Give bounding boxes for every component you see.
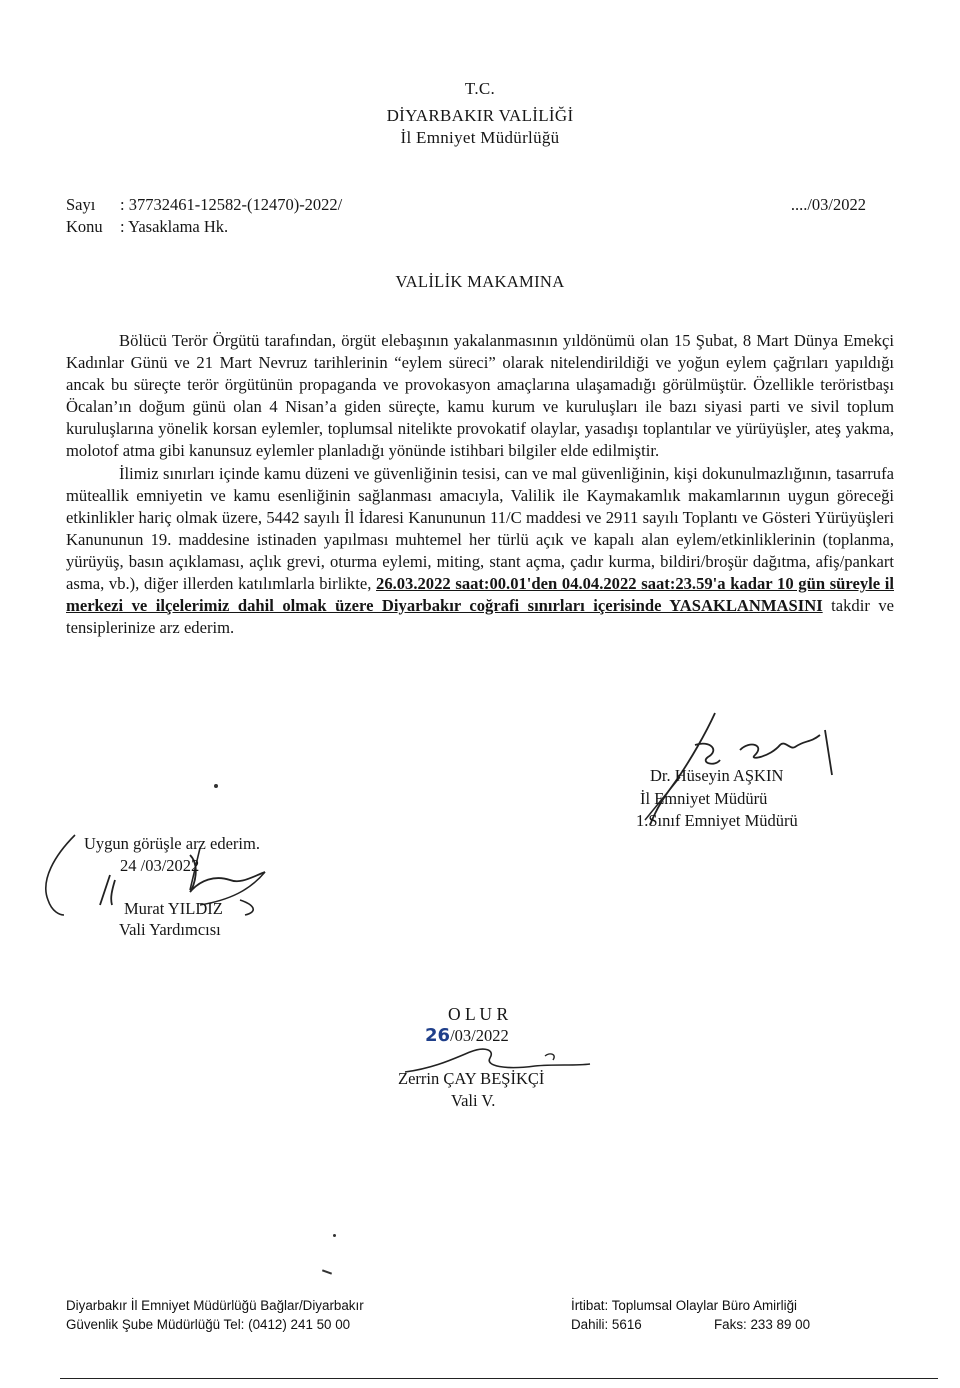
stray-mark [322,1269,332,1274]
approval-date-day: 26 [425,1025,451,1046]
signer-name-besikci: Zerrin ÇAY BEŞİKÇİ [398,1069,545,1088]
paragraph-1: Bölücü Terör Örgütü tarafından, örgüt elebaşının yakalanmasının yıldönümü olan 15 Şubat, 8 Mart Dünya Emekçi Kadınlar Günü ve 21 Mart Nevruz tarihlerinin “eylem süreci” olarak nitelendirildiği ve yoğun eylem çağrıları yapıldığı ancak bu süreçte terör örgütünün propaganda ve provokasyon amaçlarına ulaşamadığı görülmüştür. Özellikle teröristbaşı Öcalan’ın doğum günü olan 4 Nisan’a giden süreçte, kamu kurum ve kuruluşları ile bazı siyasi parti ve sivil toplum kuruluşlarına yönelik korsan eylemler, toplumsal nitelikte provokatif olaylar, yasadışı toplantılar ve yürüyüşler, ateş yakma, molotof atma gibi kanunsuz eylemler planladığı yönünde istihbari bilgiler elde edilmiştir. [66,331,894,461]
signer-name-yildiz: Murat YILDIZ [124,899,223,918]
prohibition-statement: 26.03.2022 saat:00.01'den 04.04.2022 saat:23.59'a kadar 10 gün süreyle il merkezi ve ilçelerimiz dahil olmak üzere Diyarbakır coğrafi sınırları içerisinde YASAKLANMASINI [66,574,894,616]
konu-value: : Yasaklama Hk. [120,217,229,236]
ink-dot [214,784,218,788]
document-body [66,330,894,639]
header-governorship: DİYARBAKIR VALİLİĞİ [386,106,574,125]
approval-date-rest: /03/2022 [450,1026,509,1045]
header-department: İl Emniyet Müdürlüğü [400,128,560,147]
signer-title-yildiz: Vali Yardımcısı [119,920,221,939]
footer-phone: Güvenlik Şube Müdürlüğü Tel: (0412) 241 50 00 [66,1316,351,1332]
header-tc: T.C. [464,79,496,98]
footer-contact: İrtibat: Toplumsal Olaylar Büro Amirliği [571,1298,797,1313]
konu-label: Konu [66,217,103,236]
footer-right [571,1297,810,1334]
olur-label: O L U R [448,1004,509,1024]
footer-left [66,1297,364,1334]
addressee: VALİLİK MAKAMINA [395,272,565,291]
konu-row [66,217,228,237]
document-date: ..../03/2022 [790,195,866,214]
footer-address: Diyarbakır İl Emniyet Müdürlüğü Bağlar/Diyarbakır [66,1298,364,1313]
footer-extension: Dahili: 5616 [571,1316,642,1332]
footer-divider [60,1378,938,1379]
footer-ext-fax [571,1316,810,1335]
paragraph-2-end: takdir ve tensiplerinize arz ederim. [66,596,894,638]
sayi-value: : 37732461-12582-(12470)-2022/ [120,195,343,214]
approval-note: Uygun görüşle arz ederim. [84,834,260,853]
signer-title-besikci: Vali V. [451,1091,496,1110]
sayi-label: Sayı [66,195,96,214]
footer-fax: Faks: 233 89 00 [714,1316,811,1332]
signer-name-askin: Dr. Hüseyin AŞKIN [650,766,784,785]
signer-title-askin-1: İl Emniyet Müdürü [640,789,768,808]
paragraph-2-start: İlimiz sınırları içinde kamu düzeni ve güvenliğinin tesisi, can ve mal güvenliğinin, kişi dokunulmazlığının, tasarrufa müteallik emniyetin ve kamu esenliğinin sağlanması amacıyla, Valilik ile Kaymakamlık makamlarının uygun göreceği etkinlikler hariç olmak üzere, 5442 sayılı İl İdaresi Kanununun 11/C maddesi ve 2911 sayılı Toplantı ve Gösteri Yürüyüşleri Kanununun 19. maddesine istinaden yapılması muhtemel her türlü açık ve kapalı alan eylem/etkinliklerinin (toplanma, yürüyüş, basın açıklaması, açlık grevi, oturma eylemi, miting, stant açma, çadır kurma, bildiri/broşür dağıtma, afiş/pankart asma, vb.), diğer illerden katılımlarla birlikte, [66,463,894,594]
approval-note-date: 24 /03/2022 [120,856,200,875]
sayi-row [66,195,342,215]
signer-title-askin-2: 1.Sınıf Emniyet Müdürü [636,811,798,830]
paragraph-2 [66,463,894,640]
stray-mark [333,1234,336,1237]
